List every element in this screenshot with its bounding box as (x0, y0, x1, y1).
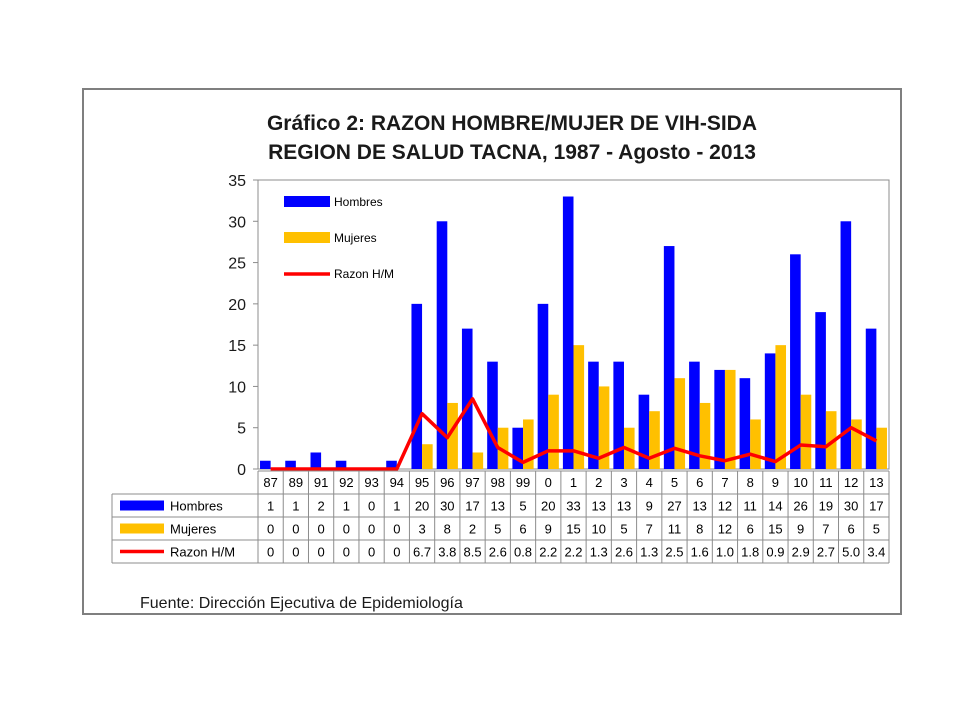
table-cell-value: 13 (591, 498, 606, 514)
table-cell-value: 0 (292, 544, 300, 560)
table-cell-value: 11 (667, 521, 682, 537)
table-cell-value: 13 (616, 498, 632, 514)
table-cell-value: 0 (393, 521, 401, 537)
table-cell-value: 8.5 (463, 544, 482, 560)
table-category-label: 8 (746, 475, 754, 490)
table-cell-value: 5 (620, 521, 628, 537)
table-series-name: Razon H/M (170, 544, 236, 560)
table-category-label: 1 (569, 475, 578, 490)
table-category-label: 3 (620, 475, 628, 490)
chart (84, 90, 900, 613)
table-legend-swatch (120, 524, 164, 534)
data-table (112, 471, 889, 563)
bar-mujeres (750, 419, 761, 469)
table-category-label: 89 (288, 475, 304, 490)
table-cell-value: 1 (393, 498, 401, 514)
table-cell-value: 10 (591, 521, 606, 537)
table-cell-value: 0 (317, 521, 325, 537)
table-cell-value: 2.6 (614, 544, 634, 560)
table-legend-swatch (120, 501, 164, 511)
bar-hombres (765, 353, 776, 469)
table-cell-value: 20 (414, 498, 430, 514)
table-cell-value: 0 (393, 544, 401, 560)
bar-mujeres (674, 378, 685, 469)
chart-title: Gráfico 2: RAZON HOMBRE/MUJER DE VIH-SIDA (266, 112, 758, 135)
table-cell-value: 6.7 (413, 544, 432, 560)
bar-mujeres (775, 345, 786, 469)
y-tick-label: 25 (228, 255, 246, 273)
table-cell-value: 13 (692, 498, 707, 514)
table-cell-value: 6 (847, 521, 855, 537)
bar-hombres (411, 304, 422, 469)
table-cell-value: 6 (519, 521, 527, 537)
table-category-label: 91 (313, 475, 329, 490)
table-category-label: 13 (869, 475, 884, 490)
table-category-label: 93 (364, 475, 379, 490)
table-cell-value: 6 (746, 521, 754, 537)
table-cell-value: 12 (717, 498, 733, 514)
table-cell-value: 0 (342, 544, 350, 560)
bar-hombres (563, 197, 574, 469)
table-cell-value: 1 (267, 498, 275, 514)
table-cell-value: 0 (292, 521, 300, 537)
table-cell-value: 0 (317, 544, 325, 560)
bar-mujeres (649, 411, 660, 469)
legend-label: Mujeres (334, 231, 377, 245)
table-category-label: 92 (339, 475, 354, 490)
table-cell-value: 2.2 (539, 544, 558, 560)
bar-hombres (714, 370, 725, 469)
table-cell-value: 1.3 (640, 544, 659, 560)
table-category-label: 5 (670, 475, 679, 490)
table-category-label: 7 (721, 475, 729, 490)
table-cell-value: 27 (667, 498, 682, 514)
legend (284, 195, 394, 281)
chart-frame (82, 88, 902, 615)
table-cell-value: 5 (519, 498, 527, 514)
table-cell-value: 7 (645, 521, 653, 537)
table-cell-value: 2.2 (564, 544, 583, 560)
table-cell-value: 15 (566, 521, 581, 537)
table-cell-value: 2.9 (791, 544, 810, 560)
table-category-label: 97 (465, 475, 480, 490)
y-tick-label: 10 (228, 379, 246, 397)
table-cell-value: 11 (743, 498, 757, 514)
y-tick-label: 35 (228, 173, 246, 190)
table-cell-value: 0.8 (513, 544, 533, 560)
table-cell-value: 0 (267, 521, 275, 537)
bar-mujeres (725, 370, 736, 469)
bar-hombres (310, 452, 321, 469)
table-cell-value: 13 (490, 498, 506, 514)
table-cell-value: 5 (494, 521, 502, 537)
table-category-label: 94 (389, 475, 405, 490)
table-category-label: 99 (515, 475, 531, 490)
table-category-label: 2 (595, 475, 603, 490)
table-cell-value: 1.3 (589, 544, 608, 560)
table-cell-value: 30 (843, 498, 859, 514)
table-cell-value: 0 (342, 521, 350, 537)
table-cell-value: 3 (418, 521, 426, 537)
bar-mujeres (876, 428, 887, 469)
table-category-label: 9 (771, 475, 780, 490)
table-cell-value: 20 (541, 498, 556, 514)
bar-hombres (538, 304, 549, 469)
table-cell-value: 30 (440, 498, 455, 514)
table-cell-value: 5 (872, 521, 880, 537)
bar-hombres (664, 246, 675, 469)
table-cell-value: 15 (768, 521, 783, 537)
y-tick-label: 15 (228, 338, 246, 356)
bar-mujeres (548, 395, 559, 469)
table-cell-value: 14 (768, 498, 783, 514)
table-cell-value: 1 (342, 498, 350, 514)
table-cell-value: 9 (797, 521, 805, 537)
table-cell-value: 0 (267, 544, 275, 560)
table-cell-value: 9 (544, 521, 552, 537)
table-category-label: 0 (544, 475, 552, 490)
bar-hombres (790, 254, 801, 469)
bar-mujeres (422, 444, 433, 469)
table-category-label: 6 (696, 475, 704, 490)
table-cell-value: 8 (443, 521, 451, 537)
table-cell-value: 26 (793, 498, 808, 514)
legend-swatch (284, 232, 330, 243)
table-cell-value: 1 (292, 498, 300, 514)
legend-swatch (284, 196, 330, 207)
table-category-label: 4 (645, 475, 653, 490)
bar-hombres (588, 362, 599, 469)
table-cell-value: 2.7 (816, 544, 835, 560)
bar-mujeres (473, 452, 484, 469)
table-cell-value: 8 (696, 521, 704, 537)
table-category-label: 95 (414, 475, 430, 490)
table-category-label: 87 (263, 475, 278, 490)
table-cell-value: 1.8 (741, 544, 760, 560)
source-note: Fuente: Dirección Ejecutiva de Epidemiología (140, 595, 463, 612)
y-axis-labels (228, 173, 258, 479)
table-category-label: 98 (490, 475, 506, 490)
table-cell-value: 17 (869, 498, 884, 514)
table-category-label: 11 (819, 475, 833, 490)
table-cell-value: 1.6 (690, 544, 709, 560)
table-category-label: 10 (793, 475, 808, 490)
chart-subtitle: REGION DE SALUD TACNA, 1987 - Agosto - 2013 (268, 141, 756, 164)
y-tick-label: 30 (228, 214, 246, 232)
table-category-label: 12 (843, 475, 859, 490)
bar-hombres (487, 362, 498, 469)
table-cell-value: 33 (566, 498, 581, 514)
table-cell-value: 3.8 (438, 544, 457, 560)
bar-mujeres (801, 395, 812, 469)
table-cell-value: 2 (468, 521, 477, 537)
table-series-name: Hombres (170, 498, 223, 514)
table-cell-value: 2 (317, 498, 325, 514)
table-cell-value: 2.6 (488, 544, 507, 560)
table-cell-value: 1.0 (715, 544, 734, 560)
table-cell-value: 9 (645, 498, 653, 514)
table-cell-value: 0.9 (766, 544, 785, 560)
legend-label: Hombres (334, 195, 383, 209)
y-tick-label: 5 (237, 420, 246, 438)
plot-area (258, 180, 889, 469)
table-cell-value: 5.0 (842, 544, 861, 560)
table-cell-value: 0 (367, 544, 376, 560)
table-cell-value: 12 (717, 521, 733, 537)
table-cell-value: 2.5 (665, 544, 684, 560)
y-tick-label: 20 (228, 296, 246, 314)
legend-label: Razon H/M (334, 267, 395, 281)
table-cell-value: 19 (818, 498, 834, 514)
table-cell-value: 3.4 (867, 544, 886, 560)
bar-hombres (866, 329, 877, 469)
table-cell-value: 0 (367, 498, 376, 514)
table-category-label: 96 (440, 475, 455, 490)
y-tick-label: 0 (237, 462, 246, 479)
table-cell-value: 17 (465, 498, 480, 514)
table-series-name: Mujeres (170, 521, 217, 537)
table-cell-value: 7 (822, 521, 830, 537)
bar-hombres (260, 461, 271, 469)
table-cell-value: 0 (367, 521, 376, 537)
